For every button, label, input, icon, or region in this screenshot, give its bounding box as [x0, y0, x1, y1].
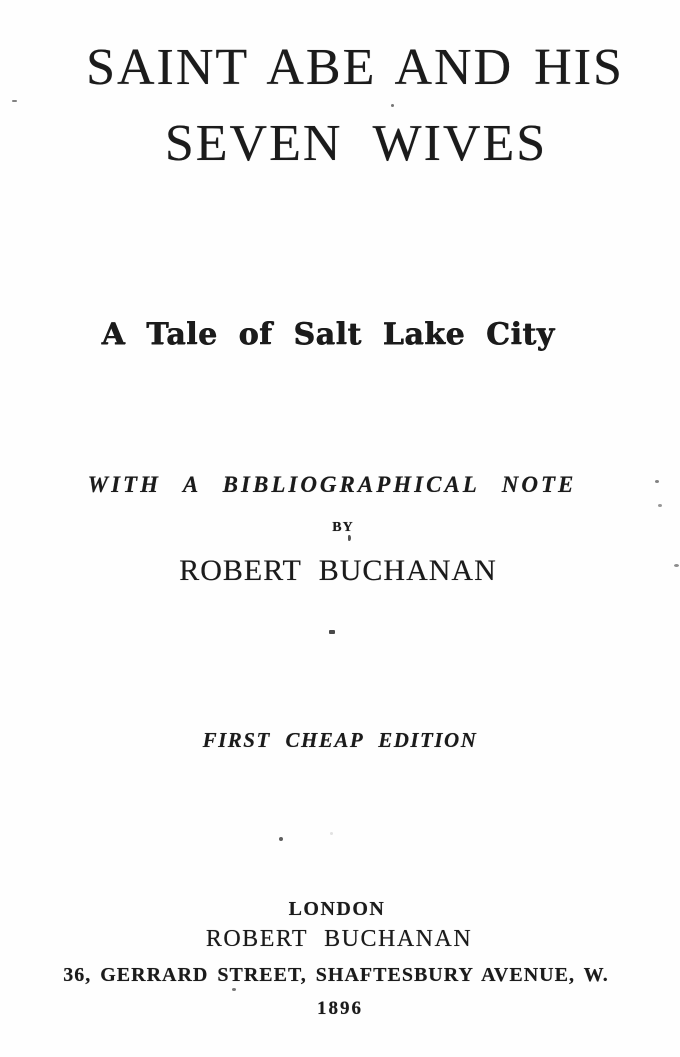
imprint-address: 36, GERRARD STREET, SHAFTESBURY AVENUE, W. [63, 964, 609, 986]
scan-speckle [232, 988, 236, 991]
imprint-year: 1896 [317, 998, 363, 1019]
scan-speckle [330, 832, 333, 835]
scan-speckle [348, 535, 351, 541]
scan-speckle [655, 480, 659, 483]
scan-speckle [279, 837, 283, 841]
bibliographical-note: WITH A BIBLIOGRAPHICAL NOTE [87, 472, 577, 497]
scan-speckle [658, 504, 662, 507]
page-title-line-1: SAINT ABE AND HIS [86, 39, 624, 96]
author-name: ROBERT BUCHANAN [179, 554, 497, 587]
byline-prefix: BY [332, 520, 354, 535]
edition-notice: FIRST CHEAP EDITION [202, 728, 478, 752]
scan-speckle [329, 630, 335, 634]
page-title-line-2: SEVEN WIVES [164, 115, 548, 172]
scan-speckle [674, 564, 679, 567]
imprint-city: LONDON [288, 898, 386, 920]
scan-speckle [391, 104, 394, 107]
imprint-publisher: ROBERT BUCHANAN [205, 926, 473, 952]
subtitle: A Tale of Salt Lake City [101, 317, 555, 352]
scan-speckle [12, 100, 17, 102]
